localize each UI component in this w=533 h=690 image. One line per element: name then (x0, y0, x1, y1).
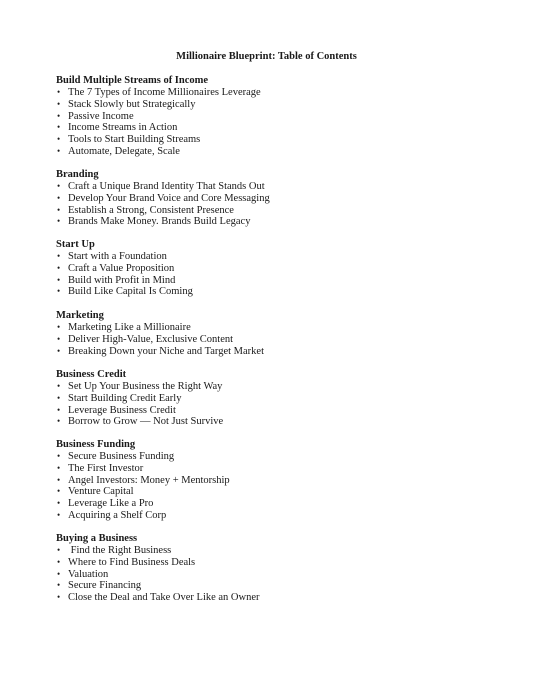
list-item: • Where to Find Business Deals (56, 557, 476, 569)
section-heading: Start Up (56, 239, 95, 250)
list-item: • Deliver High-Value, Exclusive Content (56, 334, 476, 346)
section-heading: Build Multiple Streams of Income (56, 75, 209, 86)
section-start-up (56, 239, 476, 298)
section-branding (56, 169, 476, 228)
list-item: • Find the Right Business (56, 545, 476, 557)
list-item: • Secure Financing (56, 580, 476, 592)
list-item: • Borrow to Grow — Not Just Survive (56, 416, 476, 428)
list-item: • The 7 Types of Income Millionaires Leverage (56, 87, 476, 99)
bullet-list (56, 545, 476, 604)
list-item: • Start with a Foundation (56, 251, 476, 263)
bullet-list (56, 322, 476, 357)
list-item: • Build with Profit in Mind (56, 275, 476, 287)
list-item: • Start Building Credit Early (56, 393, 476, 405)
list-item: • Leverage Like a Pro (56, 498, 476, 510)
list-item: • Build Like Capital Is Coming (56, 286, 476, 298)
list-item: • Close the Deal and Take Over Like an Owner (56, 592, 476, 604)
section-business-credit (56, 369, 476, 428)
section-heading: Buying a Business (56, 533, 138, 544)
list-item: • Income Streams in Action (56, 122, 476, 134)
list-item: • Stack Slowly but Strategically (56, 99, 476, 111)
section-build-multiple-streams (56, 75, 476, 158)
list-item: • Venture Capital (56, 486, 476, 498)
section-business-funding (56, 439, 476, 522)
document-title: Millionaire Blueprint: Table of Contents (176, 51, 357, 62)
list-item: • Tools to Start Building Streams (56, 134, 476, 146)
bullet-list (56, 181, 476, 228)
list-item: • Acquiring a Shelf Corp (56, 510, 476, 522)
list-item: • Set Up Your Business the Right Way (56, 381, 476, 393)
list-item: • Brands Make Money. Brands Build Legacy (56, 216, 476, 228)
list-item: • Develop Your Brand Voice and Core Messaging (56, 193, 476, 205)
section-marketing (56, 310, 476, 357)
list-item: • Secure Business Funding (56, 451, 476, 463)
list-item: • Craft a Value Proposition (56, 263, 476, 275)
section-heading: Business Funding (56, 439, 136, 450)
section-heading: Branding (56, 169, 99, 180)
list-item: • The First Investor (56, 463, 476, 475)
bullet-list (56, 87, 476, 158)
list-item: • Automate, Delegate, Scale (56, 146, 476, 158)
bullet-list (56, 251, 476, 298)
section-heading: Business Credit (56, 369, 127, 380)
list-item: • Passive Income (56, 111, 476, 123)
list-item: • Angel Investors: Money + Mentorship (56, 475, 476, 487)
bullet-list (56, 381, 476, 428)
list-item: • Marketing Like a Millionaire (56, 322, 476, 334)
section-buying-a-business (56, 533, 476, 604)
bullet-list (56, 451, 476, 522)
section-heading: Marketing (56, 310, 104, 321)
list-item: • Breaking Down your Niche and Target Market (56, 346, 476, 358)
list-item: • Valuation (56, 569, 476, 581)
list-item: • Craft a Unique Brand Identity That Stands Out (56, 181, 476, 193)
list-item: • Leverage Business Credit (56, 405, 476, 417)
list-item: • Establish a Strong, Consistent Presence (56, 205, 476, 217)
